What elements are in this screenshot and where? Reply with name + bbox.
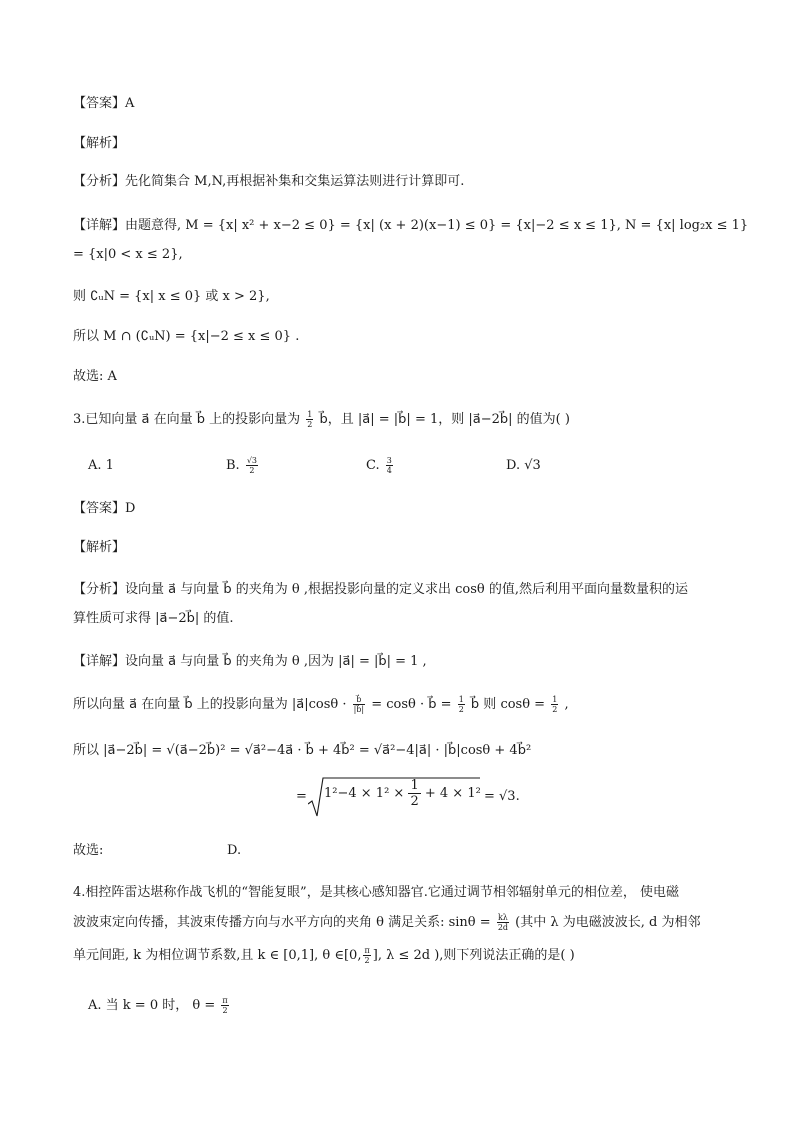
fraction-numerator: 1 — [458, 695, 464, 704]
fraction-numerator: 3 — [386, 456, 392, 465]
fraction-numerator: π — [364, 946, 370, 955]
q4-sin-fraction — [497, 913, 509, 932]
q3-stem-part-b: b⃗，且 |a⃗| = |b⃗| = 1，则 |a⃗−2b⃗| 的值为( ) — [319, 412, 570, 427]
q3-stem — [73, 410, 570, 430]
q3-choice-value: D. — [227, 843, 242, 858]
calc2-inner-a: 1²−4 × 1² × — [324, 786, 405, 801]
fraction-denominator: 2 — [249, 466, 255, 475]
q4-interval-left: [0, — [343, 948, 362, 963]
proj-part-d: , — [564, 697, 569, 712]
calc2-equals: = — [296, 789, 307, 804]
q3-calc-line1: 所以 |a⃗−2b⃗| = √(a⃗−2b⃗)² = √a⃗²−4a⃗ · b⃗ + 4b⃗² = √a⃗²−4|a⃗| · |b⃗|cosθ + 4b⃗² — [73, 743, 532, 758]
q3-jiexi-heading: 【解析】 — [73, 540, 126, 555]
q2-analysis: 【分析】先化简集合 M,N,再根据补集和交集运算法则进行计算即可. — [73, 174, 465, 189]
q3-answer: 【答案】D — [73, 501, 136, 516]
q3-option-c — [366, 456, 395, 476]
fraction-denominator: 2 — [410, 794, 419, 809]
proj-fraction-3 — [551, 695, 558, 714]
fraction-denominator: 2 — [307, 420, 313, 429]
fraction-numerator: b⃗ — [353, 695, 365, 705]
q3-choice-label: 故选: — [73, 843, 104, 858]
fraction-denominator: |b⃗| — [353, 705, 365, 714]
q2-choice: 故选: A — [73, 369, 117, 384]
q2-detail-line1: 【详解】由题意得, M = {x| x² + x−2 ≤ 0} = {x| (x + 2)(x−1) ≤ 0} = {x|−2 ≤ x ≤ 1}, N = {x| log₂x ≤ 1} — [73, 218, 749, 233]
fraction-numerator: 1 — [307, 410, 313, 419]
q4-stem-line2 — [73, 913, 700, 933]
calc2-result: = √3. — [484, 789, 520, 804]
q3-option-b — [226, 456, 260, 476]
q3-projection-line — [73, 695, 569, 715]
proj-part-c: b⃗ 则 cosθ = — [470, 697, 546, 712]
option-fraction — [221, 996, 228, 1015]
fraction-numerator: 1 — [552, 695, 558, 704]
q3-analysis-line1: 【分析】设向量 a⃗ 与向量 b⃗ 的夹角为 θ ,根据投影向量的定义求出 cosθ 的值,然后利用平面向量数量积的运 — [73, 582, 688, 597]
q3-analysis-line2: 算性质可求得 |a⃗−2b⃗| 的值. — [73, 611, 234, 626]
proj-fraction-1 — [353, 695, 365, 714]
fraction-denominator: 2d — [497, 923, 509, 932]
q3-stem-fraction — [306, 410, 313, 429]
q4-stem3-part-b: , λ ≤ 2d ),则下列说法正确的是( ) — [377, 948, 575, 963]
q4-interval-right: ] — [372, 948, 378, 963]
q3-option-d: D. √3 — [506, 458, 541, 473]
fraction-numerator: kλ — [497, 913, 508, 922]
option-fraction — [386, 456, 393, 475]
proj-part-a: 所以向量 a⃗ 在向量 b⃗ 上的投影向量为 |a⃗|cosθ · — [73, 697, 347, 712]
q4-option-a — [88, 996, 231, 1016]
q3-detail-line1: 【详解】设向量 a⃗ 与向量 b⃗ 的夹角为 θ ,因为 |a⃗| = |b⃗| = 1 , — [73, 654, 427, 669]
q4-interval-fraction — [363, 946, 370, 965]
option-prefix: B. — [226, 458, 240, 473]
q4-stem-line1: 4.相控阵雷达堪称作战飞机的“智能复眼”，是其核心感知器官.它通过调节相邻辐射单元的相位差， 使电磁 — [73, 885, 679, 900]
fraction-denominator: 2 — [222, 1006, 228, 1015]
q2-answer: 【答案】A — [73, 96, 135, 111]
q4-stem3-part-a: 单元间距, k 为相位调节系数,且 k ∈ [0,1], θ ∈ — [73, 948, 344, 963]
q4-stem2-part-b: (其中 λ 为电磁波波长, d 为相邻 — [515, 915, 701, 930]
q4-stem-line3 — [73, 946, 575, 966]
q4-stem2-part-a: 波波束定向传播，其波束传播方向与水平方向的夹角 θ 满足关系: sinθ = — [73, 915, 491, 930]
q2-detail-line2: = {x|0 < x ≤ 2}, — [73, 247, 183, 262]
fraction-denominator: 2 — [364, 956, 370, 965]
q3-stem-part-a: 3.已知向量 a⃗ 在向量 b⃗ 上的投影向量为 — [73, 412, 301, 427]
fraction-numerator: √3 — [246, 456, 258, 465]
calc2-inner-b: + 4 × 1² — [424, 786, 481, 801]
proj-part-b: = cosθ · b⃗ = — [371, 697, 452, 712]
option-prefix: C. — [366, 458, 380, 473]
calc2-fraction — [408, 778, 420, 809]
q2-complement: 则 ∁ᵤN = {x| x ≤ 0} 或 x > 2}, — [73, 289, 270, 304]
fraction-denominator: 2 — [458, 705, 464, 714]
fraction-numerator: π — [222, 996, 228, 1005]
fraction-denominator: 2 — [552, 705, 558, 714]
q3-option-a: A. 1 — [88, 458, 114, 473]
fraction-numerator: 1 — [410, 778, 419, 793]
q2-intersection: 所以 M ∩ (∁ᵤN) = {x|−2 ≤ x ≤ 0} . — [73, 329, 300, 344]
option-prefix: A. 当 k = 0 时， θ = — [88, 998, 216, 1013]
option-fraction — [246, 456, 258, 475]
q2-jiexi-heading: 【解析】 — [73, 136, 126, 151]
radical-content — [324, 778, 481, 809]
proj-fraction-2 — [458, 695, 465, 714]
fraction-denominator: 4 — [386, 466, 392, 475]
